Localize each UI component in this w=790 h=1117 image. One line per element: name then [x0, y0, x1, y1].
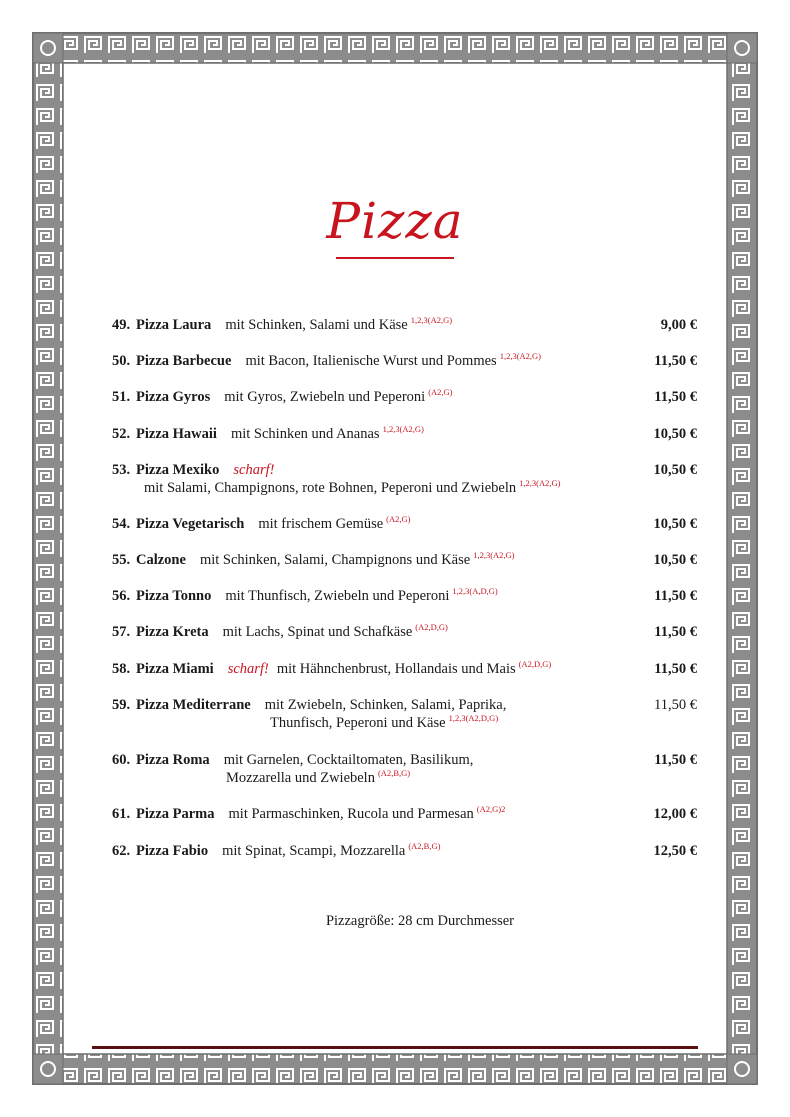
- item-number: 52.: [112, 426, 131, 442]
- menu-item: [112, 696, 697, 733]
- allergen-codes: 1,2,3(A2,G): [519, 478, 561, 488]
- item-number: 57.: [112, 624, 131, 640]
- spicy-label: scharf!: [227, 661, 269, 677]
- item-description: mit frischem Gemüse: [258, 516, 384, 532]
- item-description: mit Lachs, Spinat und Schafkäse: [222, 624, 413, 640]
- allergen-codes: (A2,G): [428, 387, 453, 397]
- page-title: Pizza: [326, 192, 464, 250]
- allergen-codes: (A2,G): [386, 514, 411, 524]
- spicy-label: scharf!: [233, 462, 275, 478]
- item-number: 53.: [112, 462, 131, 478]
- item-number: 56.: [112, 588, 131, 604]
- item-name: Pizza Roma: [136, 752, 210, 768]
- item-price: 11,50 €: [654, 697, 697, 713]
- item-price: 10,50 €: [653, 462, 697, 478]
- item-number: 50.: [112, 353, 131, 369]
- item-price: 11,50 €: [654, 752, 697, 768]
- item-description: mit Garnelen, Cocktailtomaten, Basilikum,: [223, 752, 474, 768]
- menu-item: [112, 461, 697, 498]
- item-description-line2: Mozzarella und Zwiebeln: [226, 770, 375, 786]
- item-name: Pizza Tonno: [136, 588, 212, 604]
- size-footnote: Pizzagröße: 28 cm Durchmesser: [325, 913, 515, 929]
- menu-item: [112, 842, 697, 861]
- item-price: 11,50 €: [654, 661, 697, 677]
- menu-item: [112, 623, 697, 642]
- item-name: Pizza Mexiko: [136, 462, 220, 478]
- menu-item: [112, 352, 697, 371]
- item-price: 9,00 €: [660, 317, 697, 333]
- allergen-codes: (A2,B,G): [377, 768, 411, 778]
- allergen-codes: 1,2,3(A2,G): [499, 351, 542, 361]
- item-description-continued: [112, 769, 697, 788]
- item-price: 10,50 €: [653, 552, 697, 568]
- item-price: 12,50 €: [653, 843, 697, 859]
- item-name: Pizza Kreta: [136, 624, 209, 640]
- item-name: Pizza Hawaii: [136, 426, 217, 442]
- item-number: 55.: [112, 552, 131, 568]
- item-price: 11,50 €: [654, 353, 697, 369]
- item-name: Pizza Parma: [136, 806, 215, 822]
- item-description: mit Thunfisch, Zwiebeln und Peperoni: [225, 588, 450, 604]
- item-name: Pizza Miami: [136, 661, 214, 677]
- menu-item: [112, 316, 697, 335]
- item-price: 11,50 €: [654, 624, 697, 640]
- item-name: Pizza Vegetarisch: [136, 516, 245, 532]
- item-number: 62.: [112, 843, 131, 859]
- item-name: Pizza Barbecue: [136, 353, 232, 369]
- item-description: mit Schinken und Ananas: [230, 426, 380, 442]
- menu-item: [112, 515, 697, 534]
- item-description: mit Zwiebeln, Schinken, Salami, Paprika,: [264, 697, 507, 713]
- item-name: Pizza Mediterrane: [136, 697, 251, 713]
- item-description: mit Gyros, Zwiebeln und Peperoni: [224, 389, 426, 405]
- item-description-line2: mit Salami, Champignons, rote Bohnen, Peperoni und Zwiebeln: [144, 480, 517, 496]
- item-price: 11,50 €: [654, 389, 697, 405]
- item-price: 10,50 €: [653, 426, 697, 442]
- item-description: mit Schinken, Salami, Champignons und Käse: [199, 552, 471, 568]
- item-description: mit Spinat, Scampi, Mozzarella: [222, 843, 406, 859]
- item-name: Pizza Fabio: [136, 843, 209, 859]
- allergen-codes: (A2,B,G): [408, 841, 441, 851]
- menu-item: [112, 551, 697, 570]
- menu-item: [112, 587, 697, 606]
- allergen-codes: (A2,D,G): [415, 622, 448, 632]
- item-number: 59.: [112, 697, 131, 713]
- allergen-codes: 1,2,3(A2,G): [473, 550, 515, 560]
- menu-item: [112, 751, 697, 788]
- item-name: Calzone: [136, 552, 186, 568]
- item-description-continued: [112, 714, 697, 733]
- item-description: mit Bacon, Italienische Wurst und Pommes: [245, 353, 497, 369]
- menu-item: [112, 805, 697, 824]
- item-number: 58.: [112, 661, 131, 677]
- allergen-codes: 1,2,3(A2,D,G): [448, 713, 499, 723]
- item-number: 60.: [112, 752, 131, 768]
- item-description: mit Schinken, Salami und Käse: [225, 317, 408, 333]
- allergen-codes: 1,2,3(A2,G): [382, 424, 424, 434]
- menu-item: [112, 388, 697, 407]
- item-description-continued: [112, 479, 697, 498]
- item-description-line2: Thunfisch, Peperoni und Käse: [270, 715, 446, 731]
- allergen-codes: (A2,D,G): [518, 659, 552, 669]
- item-name: Pizza Gyros: [136, 389, 211, 405]
- item-price: 10,50 €: [653, 516, 697, 532]
- allergen-codes: (A2,G)2: [476, 804, 506, 814]
- item-price: 11,50 €: [654, 588, 697, 604]
- item-number: 49.: [112, 317, 131, 333]
- item-number: 54.: [112, 516, 131, 532]
- menu-item: [112, 425, 697, 444]
- allergen-codes: 1,2,3(A,D,G): [452, 586, 498, 596]
- allergen-codes: 1,2,3(A2,G): [410, 315, 453, 325]
- item-description: mit Parmaschinken, Rucola und Parmesan: [228, 806, 474, 822]
- item-price: 12,00 €: [653, 806, 697, 822]
- menu-item: [112, 660, 697, 679]
- item-description: mit Hähnchenbrust, Hollandais und Mais: [276, 661, 516, 677]
- title-underline: [336, 257, 454, 259]
- item-number: 61.: [112, 806, 131, 822]
- bottom-divider: [92, 1046, 698, 1049]
- item-number: 51.: [112, 389, 131, 405]
- item-name: Pizza Laura: [136, 317, 212, 333]
